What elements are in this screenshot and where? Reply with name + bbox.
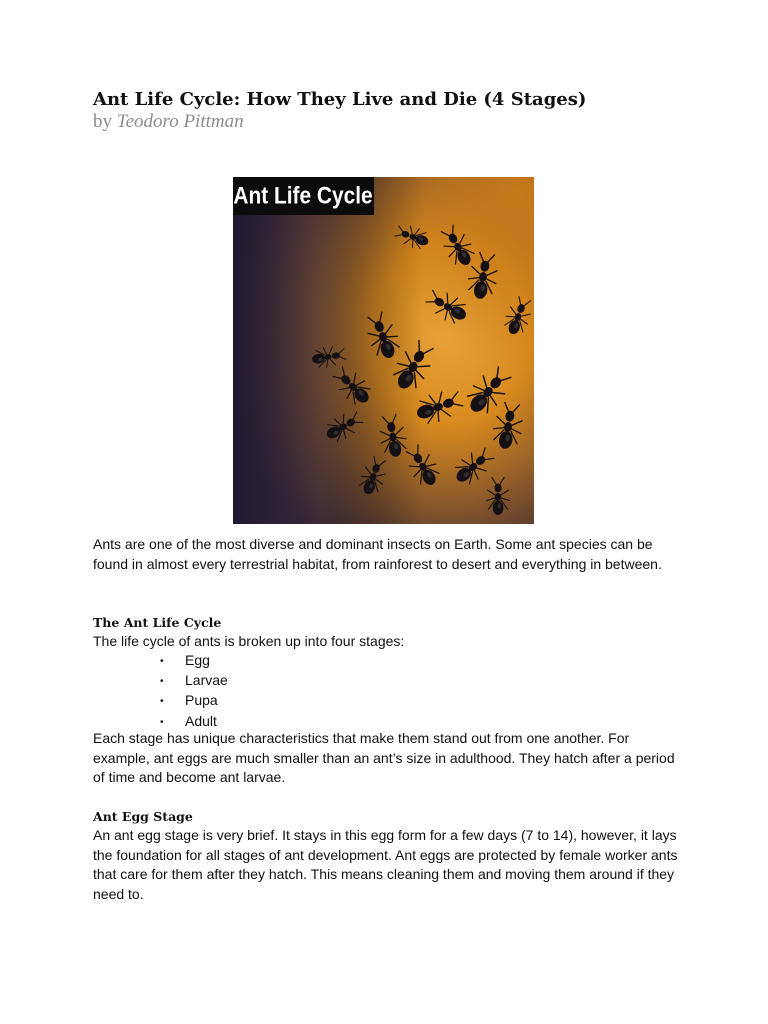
stage-label: Egg — [185, 652, 210, 668]
life-cycle-lead: The life cycle of ants is broken up into four stages: — [93, 633, 405, 649]
bullet-icon: • — [160, 716, 164, 728]
list-item — [160, 671, 228, 691]
bullet-icon: • — [160, 676, 164, 688]
stage-label: Adult — [185, 712, 217, 729]
stages-paragraph: Each stage has unique characteristics that make them stand out from one another. For example, ant eggs are much smaller than an ant’s size in adulthood. They hatch after a period of time and become ant larvae. — [93, 730, 675, 785]
stage-label: Larvae — [185, 672, 228, 689]
section-heading-life-cycle: The Ant Life Cycle — [93, 615, 222, 630]
stage-label: Pupa — [185, 692, 218, 709]
section-heading-egg-stage: Ant Egg Stage — [93, 809, 193, 824]
ant-life-cycle-image — [233, 177, 534, 524]
stage-list — [160, 651, 228, 732]
article-byline — [93, 110, 244, 134]
byline-prefix: by — [93, 111, 112, 132]
list-item — [160, 691, 228, 711]
bullet-icon: • — [160, 656, 164, 667]
intro-paragraph: Ants are one of the most diverse and dominant insects on Earth. Some ant species can be found in almost every terrestrial habitat, from rainforest to desert and everything in between. — [93, 536, 662, 572]
ant-photo-illustration — [233, 177, 534, 524]
image-label-text: Ant Life Cycle — [233, 182, 373, 209]
list-item — [160, 651, 228, 671]
bullet-icon: • — [160, 696, 164, 708]
author-name: Teodoro Pittman — [116, 111, 244, 132]
egg-stage-paragraph: An ant egg stage is very brief. It stays in this egg form for a few days (7 to 14), however, it lays the foundation for all stages of ant development. Ant eggs are protected by female worker ants that care for them after they hatch. This means cleaning them and moving them around if they need to. — [93, 827, 678, 902]
article-title: Ant Life Cycle: How They Live and Die (4 Stages) — [93, 89, 587, 110]
